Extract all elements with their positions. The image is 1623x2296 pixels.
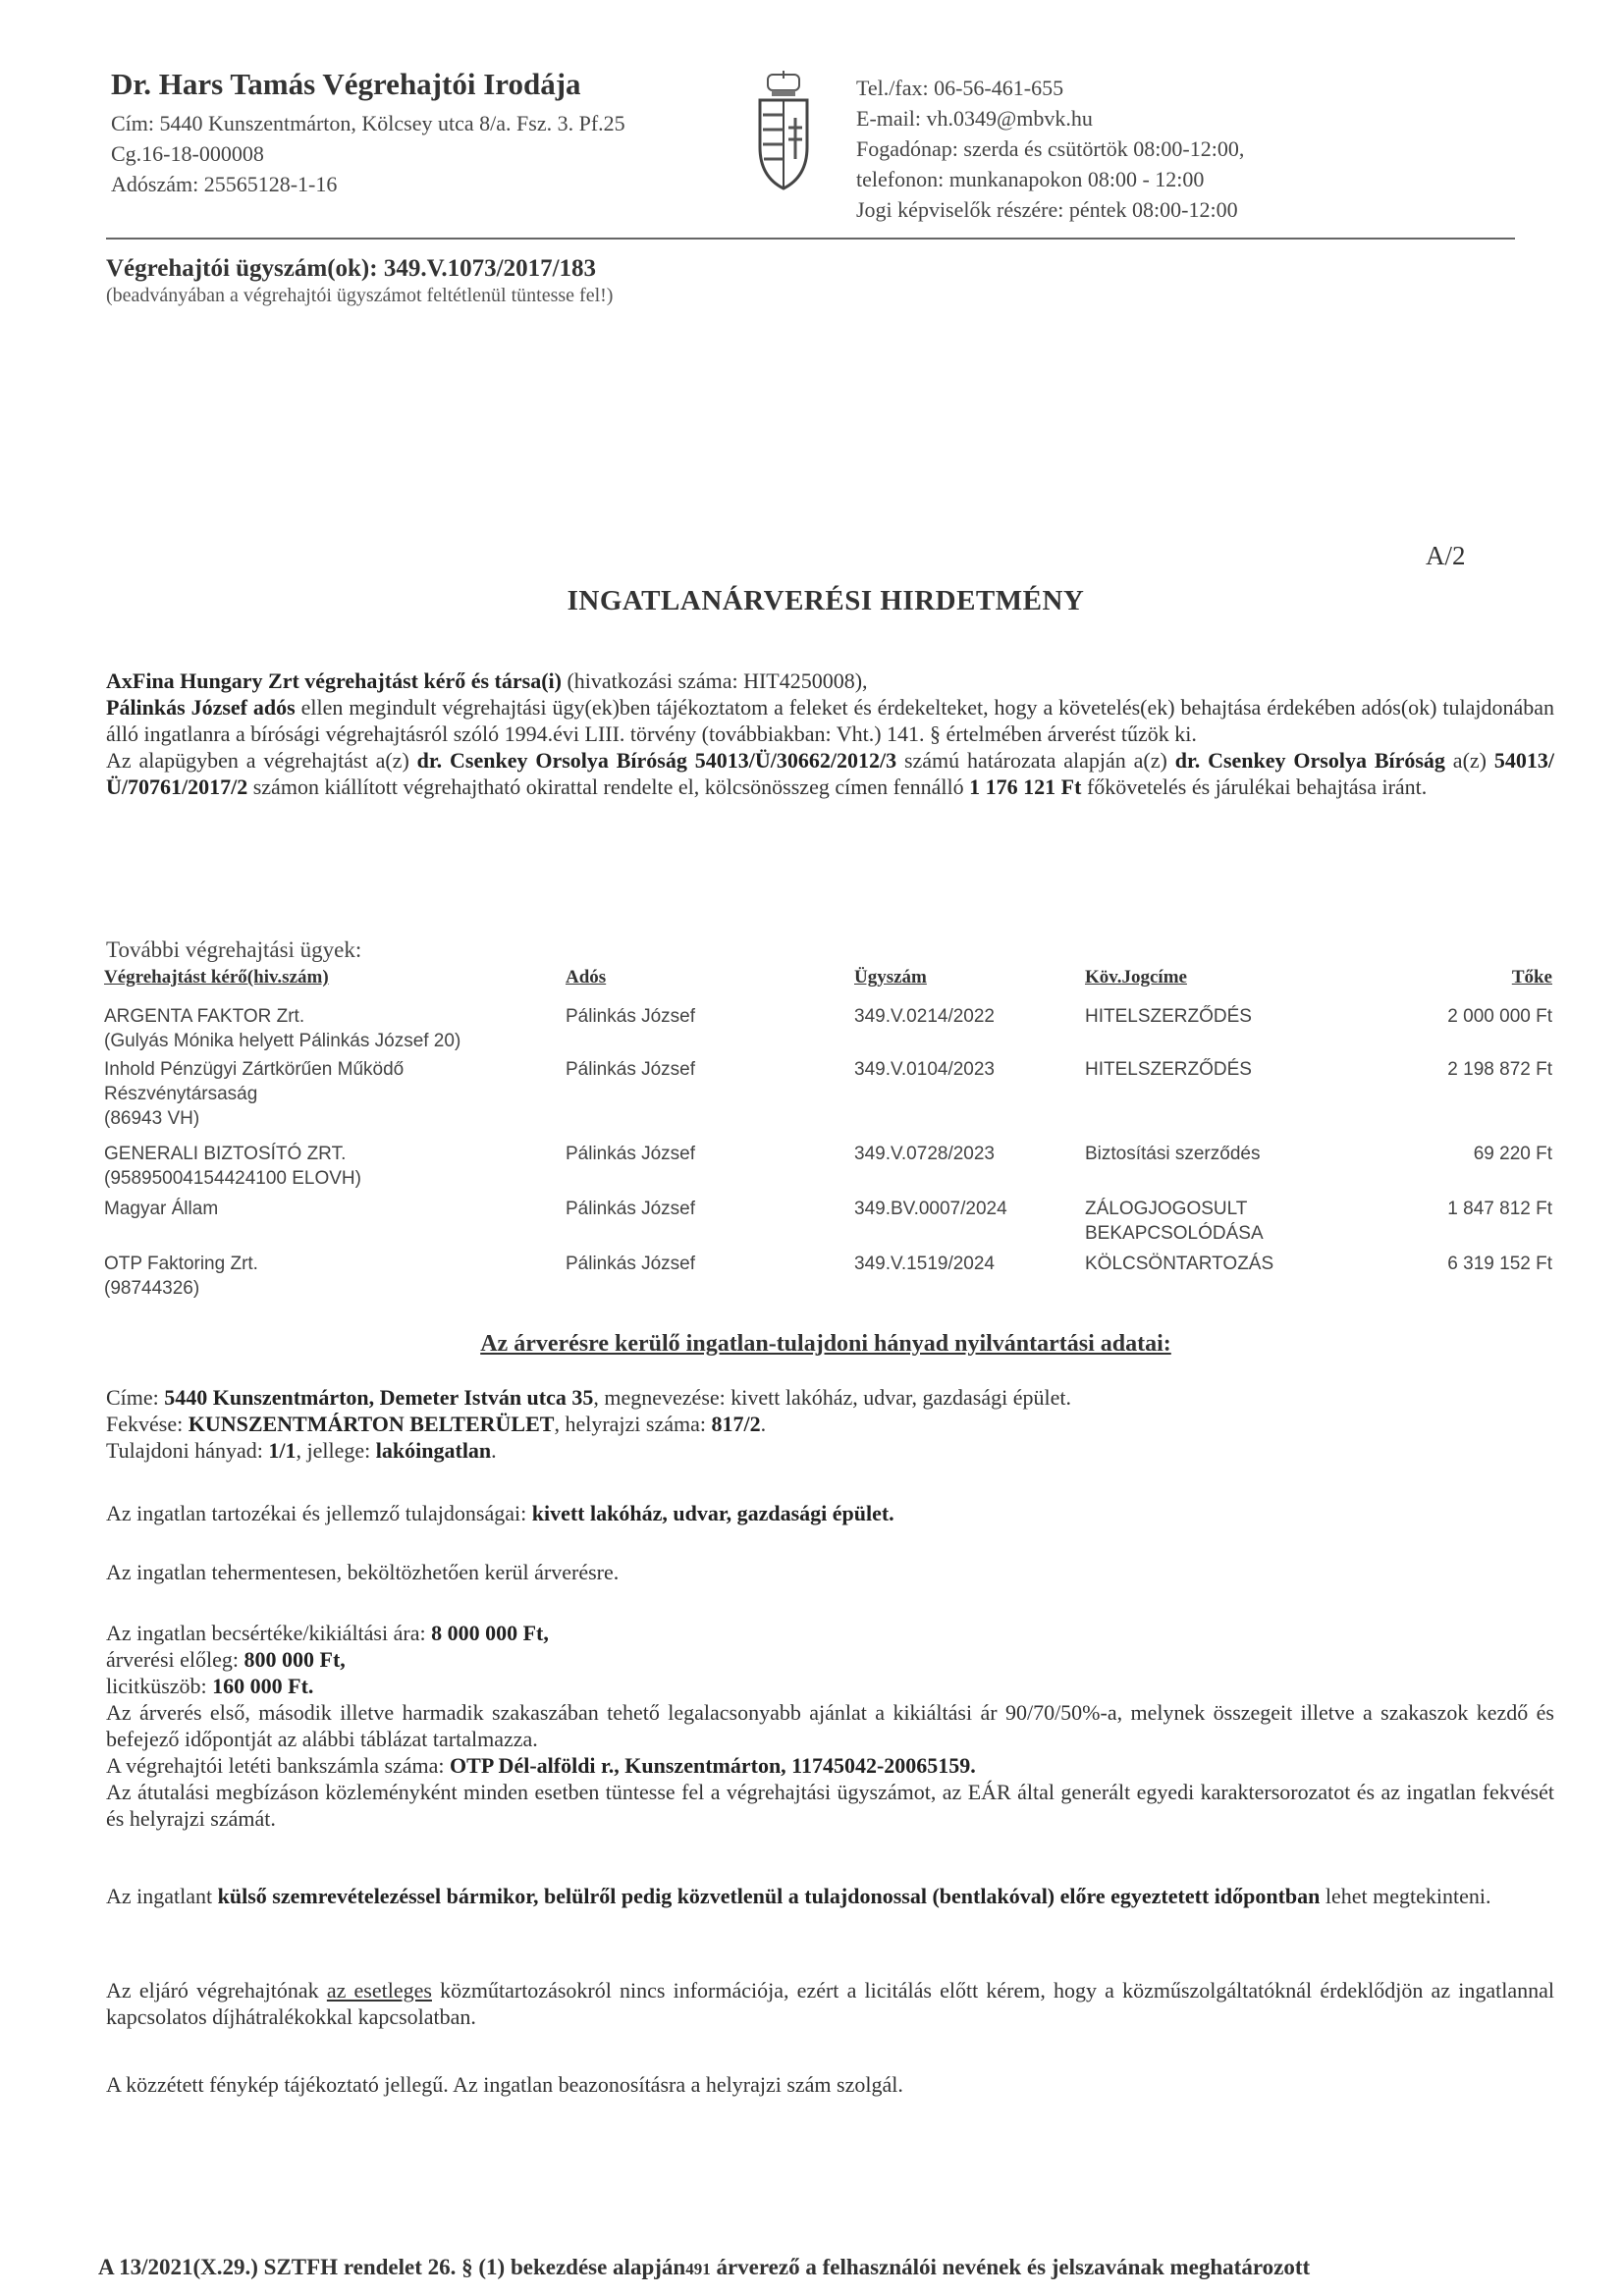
footer-text-1: A 13/2021(X.29.) SZTFH rendelet 26. § (1) bekezdése alapján [98,2255,686,2279]
case-number-block [106,255,1088,307]
property-address-label: Címe: [106,1385,165,1410]
property-data [106,1384,1554,1464]
pricing-estimate: 8 000 000 Ft, [431,1621,549,1645]
office-address: Cím: 5440 Kunszentmárton, Kölcsey utca 8/a. Fsz. 3. Pf.25 [111,111,625,135]
row-principal: 69 220 Ft [1473,1144,1552,1164]
case-number-note: (beadványában a végrehajtói ügyszámot feltétlenül tüntesse fel!) [106,285,614,306]
row-legal-title-line: BEKAPCSOLÓDÁSA [1085,1223,1264,1244]
row-creditor-sub: Részvénytársaság [104,1084,258,1104]
row-creditor-sub: (98744326) [104,1278,200,1299]
col-header-legal-title: Köv.Jogcíme [1085,967,1187,988]
row-debtor: Pálinkás József [566,1059,696,1080]
property-features-value: kivett lakóház, udvar, gazdasági épület. [531,1501,894,1525]
bank-account-label: A végrehajtói letéti bankszámla száma: [106,1753,451,1778]
property-section-title: Az árverésre kerülő ingatlan-tulajdoni hányad nyilvántartási adatai: [480,1331,1171,1357]
pricing-increment: 160 000 Ft. [212,1674,314,1698]
property-location-line [106,1411,1554,1437]
intro-line-creditor [106,667,1554,694]
property-location-label: Fekvése: [106,1412,189,1436]
pricing-deposit-line [106,1646,1554,1673]
header-divider [106,238,1515,240]
viewing-conditions: külső szemrevételezéssel bármikor, belülről pedig közvetlenül a tulajdonossal (bentlakóval) előre egyeztetett időpontban [217,1884,1321,1908]
row-case-number: 349.V.0104/2023 [854,1059,996,1080]
bank-account: OTP Dél-alföldi r., Kunszentmárton, 11745042-20065159. [450,1753,976,1778]
row-creditor-sub: (95895004154424100 ELOVH) [104,1168,361,1189]
office-name: Dr. Hars Tamás Végrehajtói Irodája [111,67,581,101]
pricing-increment-label: licitküszöb: [106,1674,213,1698]
pricing-increment-line [106,1673,1554,1699]
basis-instrument-number: 54013/Ü/70761/2017/2 [106,748,1554,799]
row-creditor-sub: (Gulyás Mónika helyett Pálinkás József 20) [104,1031,461,1051]
intro-paragraph [106,667,1554,800]
row-creditor: Inhold Pénzügyi Zártkörűen Működő [104,1059,405,1080]
office-phone-hours: telefonon: munkanapokon 08:00 - 12:00 [856,167,1205,191]
case-number: Végrehajtói ügyszám(ok): 349.V.1073/2017/183 [106,255,597,282]
intro-line-basis [106,747,1554,800]
row-creditor: Magyar Állam [104,1199,219,1219]
property-share-label: Tulajdoni hányad: [106,1438,269,1463]
office-lawyer-hours: Jogi képviselők részére: péntek 08:00-12:00 [856,197,1238,222]
office-email: E-mail: vh.0349@mbvk.hu [856,106,1093,131]
property-type-label: , jellege: [296,1438,376,1463]
document-code: A/2 [1426,541,1466,570]
other-cases-title: További végrehajtási ügyek: [106,937,362,962]
viewing-paragraph [106,1883,1554,1909]
pricing-estimate-line [106,1620,1554,1646]
property-address: 5440 Kunszentmárton, Demeter István utca 35 [164,1385,594,1410]
property-type: lakóingatlan [375,1438,492,1463]
property-features [106,1500,1554,1526]
col-header-debtor: Adós [566,967,607,988]
pricing-block [106,1620,1554,1832]
pricing-deposit: 800 000 Ft, [243,1647,346,1672]
property-address-line [106,1384,1554,1411]
row-creditor: OTP Faktoring Zrt. [104,1254,258,1274]
viewing-text-2: lehet megtekinteni. [1320,1884,1491,1908]
property-location-end: . [760,1412,767,1436]
basis-text-2: számú határozata alapján a(z) [896,748,1175,773]
row-legal-title: HITELSZERZŐDÉS [1085,1059,1252,1080]
row-legal-title [1085,1197,1380,1246]
row-creditor: ARGENTA FAKTOR Zrt. [104,1006,305,1027]
document-title: INGATLANÁRVERÉSI HIRDETMÉNY [567,585,1085,616]
utility-text-2: közműtartozásokról nincs információja, ezért a licitálás előtt kérem, hogy a közműszolgáltatóknál érdeklődjön az ingatlannal kapcsolatos díjhátralékokkal kapcsolatban. [106,1978,1555,2029]
property-parcel-number: 817/2 [711,1412,761,1436]
basis-text-5: főkövetelés és járulékai behajtása iránt. [1081,774,1428,799]
footer-line [98,2255,1551,2280]
pricing-estimate-label: Az ingatlan becsértéke/kikiáltási ára: [106,1621,432,1645]
bank-account-line [106,1752,1554,1779]
row-legal-title: KÖLCSÖNTARTOZÁS [1085,1254,1274,1274]
property-description: , megnevezése: kivett lakóház, udvar, gazdasági épület. [593,1385,1071,1410]
col-header-case-number: Ügyszám [854,967,927,988]
col-header-principal: Tőke [1511,967,1552,988]
row-debtor: Pálinkás József [566,1006,696,1027]
office-header-right [856,73,1543,225]
row-legal-title: HITELSZERZŐDÉS [1085,1006,1252,1027]
office-phone: Tel./fax: 06-56-461-655 [856,76,1064,100]
viewing-text-1: Az ingatlant [106,1884,218,1908]
office-registration: Cg.16-18-000008 [111,141,264,166]
page-number: 491 [685,2260,711,2278]
row-case-number: 349.V.0728/2023 [854,1144,996,1164]
row-principal: 2 000 000 Ft [1447,1006,1552,1027]
property-parcel-label: , helyrajzi száma: [554,1412,712,1436]
row-principal: 6 319 152 Ft [1447,1254,1552,1274]
row-principal: 2 198 872 Ft [1447,1059,1552,1080]
table-row [104,1197,556,1221]
footer-text-2: árverező a felhasználói nevének és jelszavának meghatározott [710,2255,1311,2279]
office-tax-number: Adószám: 25565128-1-16 [111,172,338,196]
office-reception-hours: Fogadónap: szerda és csütörtök 08:00-12:00, [856,136,1245,161]
row-creditor-sub: (86943 VH) [104,1108,200,1129]
table-row [104,1252,556,1301]
intro-creditor: AxFina Hungary Zrt végrehajtást kérő és társa(i) [106,668,562,693]
utility-underlined: az esetleges [326,1978,432,2002]
row-legal-title-line: ZÁLOGJOGOSULT [1085,1199,1248,1219]
property-share-end: . [491,1438,497,1463]
table-row [104,1142,556,1191]
row-debtor: Pálinkás József [566,1254,696,1274]
intro-reference: (hivatkozási száma: HIT4250008), [561,668,868,693]
property-share: 1/1 [268,1438,297,1463]
row-case-number: 349.V.0214/2022 [854,1006,996,1027]
pricing-deposit-label: árverési előleg: [106,1647,244,1672]
utility-text-1: Az eljáró végrehajtónak [106,1978,327,2002]
row-creditor: GENERALI BIZTOSÍTÓ ZRT. [104,1144,347,1164]
row-principal: 1 847 812 Ft [1447,1199,1552,1219]
basis-court: dr. Csenkey Orsolya Bíróság [1174,748,1445,773]
row-case-number: 349.V.1519/2024 [854,1254,996,1274]
basis-court-decision: dr. Csenkey Orsolya Bíróság 54013/Ü/30662/2012/3 [416,748,897,773]
row-debtor: Pálinkás József [566,1144,696,1164]
intro-line-debtor [106,694,1554,747]
basis-principal-amount: 1 176 121 Ft [969,774,1082,799]
property-status: Az ingatlan tehermentesen, beköltözhetően kerül árverésre. [106,1560,620,1584]
col-header-creditor: Végrehajtást kérő(hiv.szám) [104,967,329,988]
utility-paragraph [106,1977,1554,2030]
row-debtor: Pálinkás József [566,1199,696,1219]
intro-debtor: Pálinkás József adós [106,695,296,720]
table-row [104,1057,556,1131]
intro-debtor-text: ellen megindult végrehajtási ügy(ek)ben tájékoztatom a feleket és érdekelteket, hogy a követelés(ek) behajtása érdekében adós(ok) tulajdonában álló ingatlanra a bírósági végrehajtásról szóló 1994.évi LIII. törvény (továbbiakban: Vht.) 141. § értelmében árverést tűzök ki. [106,695,1554,746]
table-row [104,1004,556,1053]
coat-of-arms-icon [754,71,813,194]
row-legal-title: Biztosítási szerződés [1085,1144,1261,1164]
transfer-note: Az átutalási megbízáson közleményként minden esetben tüntesse fel a végrehajtási ügyszámot, az EÁR által generált egyedi karaktersorozatot és az ingatlan fekvését és helyrajzi számát. [106,1780,1554,1831]
photo-note: A közzétett fénykép tájékoztató jellegű. Az ingatlan beazonosításra a helyrajzi szám szolgál. [106,2072,903,2097]
pricing-rule: Az árverés első, második illetve harmadik szakaszában tehető legalacsonyabb ajánlat a kikiáltási ár 90/70/50%-a, melynek összegeit illetve a szakaszok kezdő és befejező időpontját az alábbi táblázat tartalmazza. [106,1700,1554,1751]
property-features-label: Az ingatlan tartozékai és jellemző tulajdonságai: [106,1501,532,1525]
property-share-line [106,1437,1554,1464]
basis-text-4: számon kiállított végrehajtható okirattal rendelte el, kölcsönösszeg címen fennálló [247,774,970,799]
row-case-number: 349.BV.0007/2024 [854,1199,1007,1219]
basis-text-1: Az alapügyben a végrehajtást a(z) [106,748,417,773]
property-location: KUNSZENTMÁRTON BELTERÜLET [188,1412,555,1436]
basis-text-3: a(z) [1444,748,1494,773]
office-header-left [111,67,739,199]
